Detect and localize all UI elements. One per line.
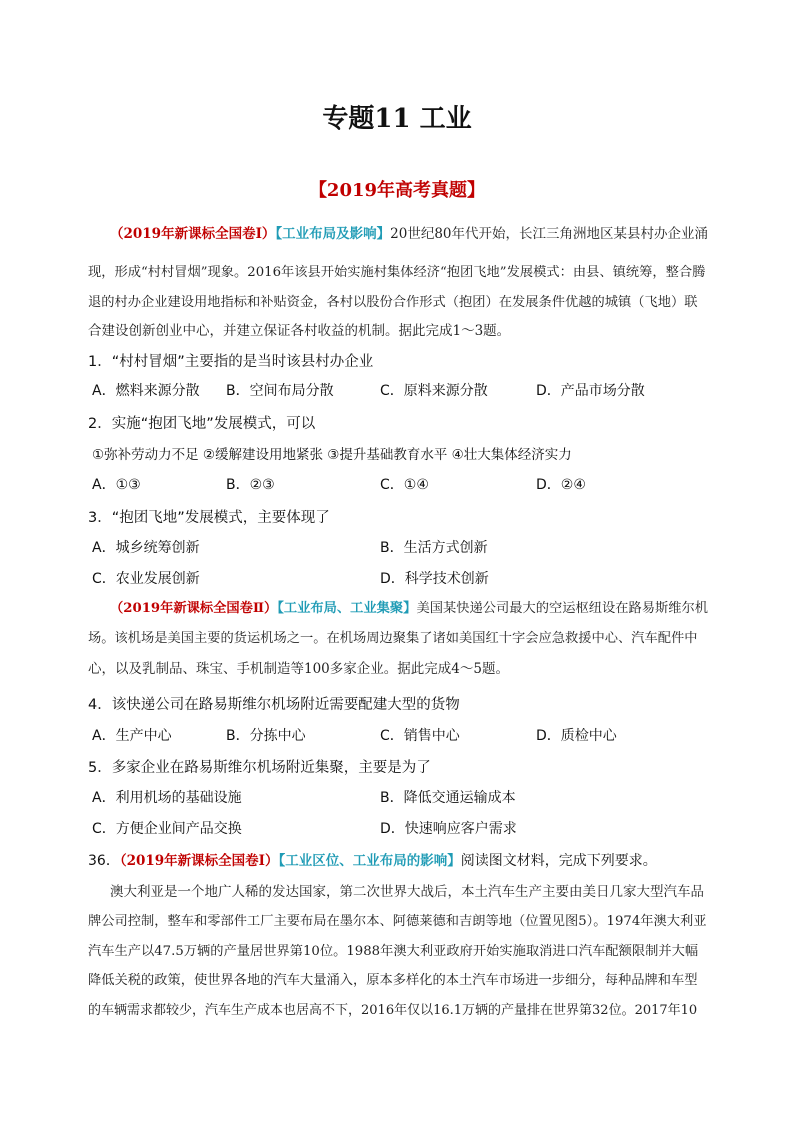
passage-1-text: 20世纪80年代开始，长江三角洲地区某县村办企业涌	[390, 226, 708, 242]
question-36-line-5: 的车辆需求都较少，汽车生产成本也居高不下，2016年仅以16.1万辆的产量排在世界第32位。2017年10	[88, 1003, 698, 1018]
question-36-topic: 【工业区位、工业布局的影响】	[278, 853, 461, 869]
passage-2-line-2: 场。该机场是美国主要的货运机场之一。在机场周边聚集了诸如美国红十字会应急救援中心、汽车配件中	[88, 631, 698, 646]
passage-1-line-4: 合建设创新创业中心，并建立保证各村收益的机制。据此完成1～3题。	[88, 323, 511, 339]
question-1-option-c[interactable]: C．原料来源分散	[380, 383, 488, 399]
question-36-line-2: 牌公司控制，整车和零部件工厂主要布局在墨尔本、阿德莱德和吉朗等地（位置见图5）。1974年澳大利亚	[88, 914, 707, 929]
question-4-option-b[interactable]: B．分拣中心	[226, 728, 306, 744]
question-1-stem: 1．“村村冒烟”主要指的是当时该县村办企业	[88, 354, 374, 370]
question-36-line-4: 降低关税的政策，使世界各地的汽车大量涌入，原本多样化的本土汽车市场进一步细分，每种品牌和车型	[88, 973, 698, 988]
question-3-option-d[interactable]: D．科学技术创新	[380, 571, 489, 587]
question-2-option-d[interactable]: D．②④	[536, 477, 586, 493]
passage-1-source: （2019年新课标全国卷Ⅰ）	[110, 226, 276, 242]
question-2-statements: ①弥补劳动力不足 ②缓解建设用地紧张 ③提升基础教育水平 ④壮大集体经济实力	[92, 447, 572, 463]
question-3-option-a[interactable]: A．城乡统筹创新	[92, 540, 200, 556]
question-5-option-d[interactable]: D．快速响应客户需求	[380, 821, 517, 837]
question-4-option-d[interactable]: D．质检中心	[536, 728, 617, 744]
page-title: 专题11 工业	[322, 104, 472, 134]
question-5-option-c[interactable]: C．方便企业间产品交换	[92, 821, 242, 837]
question-36-line-3: 汽车生产以47.5万辆的产量居世界第10位。1988年澳大利亚政府开始实施取消进口汽车配额限制并大幅	[88, 944, 699, 959]
question-1-option-b[interactable]: B．空间布局分散	[226, 383, 334, 399]
passage-2-text: 美国某快递公司最大的空运枢纽设在路易斯维尔机	[416, 601, 708, 616]
question-4-stem: 4．该快递公司在路易斯维尔机场附近需要配建大型的货物	[88, 697, 460, 713]
question-1-option-a[interactable]: A．燃料来源分散	[92, 383, 200, 399]
section-heading: 【2019年高考真题】	[308, 180, 486, 201]
question-3-option-b[interactable]: B．生活方式创新	[380, 540, 488, 556]
passage-2-topic: 【工业布局、工业集聚】	[277, 601, 417, 616]
passage-1-line-1	[110, 225, 708, 243]
question-2-stem: 2．实施“抱团飞地”发展模式，可以	[88, 416, 316, 432]
question-1-option-d[interactable]: D．产品市场分散	[536, 383, 645, 399]
question-5-option-b[interactable]: B．降低交通运输成本	[380, 790, 516, 806]
question-3-option-c[interactable]: C．农业发展创新	[92, 571, 200, 587]
question-4-option-a[interactable]: A．生产中心	[92, 728, 172, 744]
question-36-source: （2019年新课标全国卷Ⅰ）	[119, 853, 279, 869]
passage-2-line-1	[110, 600, 708, 618]
question-36-number: 36．	[88, 853, 120, 869]
question-5-option-a[interactable]: A．利用机场的基础设施	[92, 790, 242, 806]
passage-1-line-3: 退的村办企业建设用地指标和补贴资金，各村以股份合作形式（抱团）在发展条件优越的城镇（飞地）联	[88, 295, 698, 310]
question-5-stem: 5．多家企业在路易斯维尔机场附近集聚，主要是为了	[88, 760, 431, 776]
question-2-option-c[interactable]: C．①④	[380, 477, 429, 493]
question-2-option-b[interactable]: B．②③	[226, 477, 275, 493]
question-2-option-a[interactable]: A．①③	[92, 477, 141, 493]
question-36-instruction: 阅读图文材料，完成下列要求。	[460, 853, 657, 869]
question-4-option-c[interactable]: C．销售中心	[380, 728, 460, 744]
passage-2-source: （2019年新课标全国卷Ⅱ）	[110, 601, 278, 616]
passage-1-topic: 【工业布局及影响】	[275, 226, 391, 242]
passage-1-line-2: 现，形成“村村冒烟”现象。2016年该县开始实施村集体经济“抱团飞地”发展模式：由县、镇统筹，整合腾	[88, 265, 706, 280]
question-3-stem: 3．“抱团飞地”发展模式，主要体现了	[88, 510, 330, 526]
question-36-heading	[88, 849, 657, 870]
passage-2-line-3: 心，以及乳制品、珠宝、手机制造等100多家企业。据此完成4～5题。	[88, 661, 509, 677]
question-36-line-1: 澳大利亚是一个地广人稀的发达国家，第二次世界大战后，本土汽车生产主要由美日几家大型汽车品	[110, 884, 704, 900]
